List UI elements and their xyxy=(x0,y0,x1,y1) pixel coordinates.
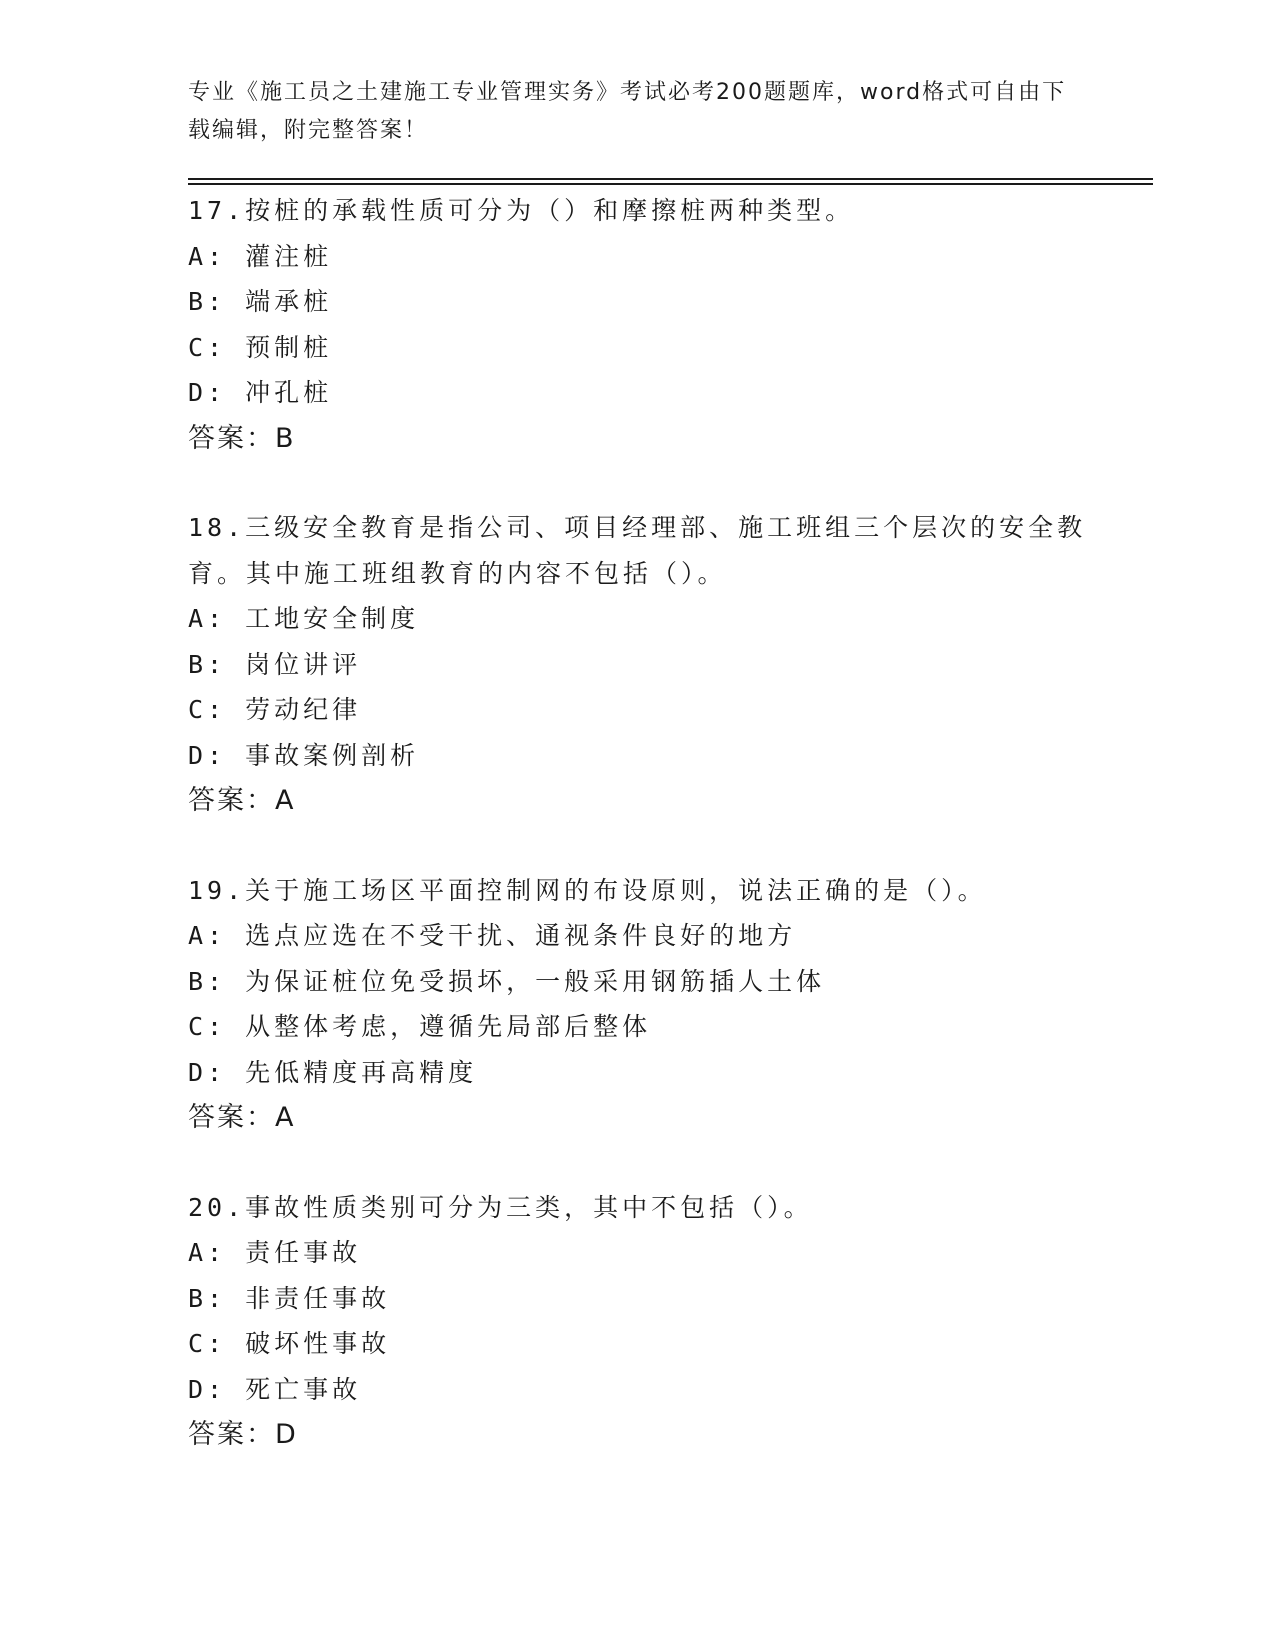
question-20 xyxy=(188,1185,1088,1458)
question-stem: 17.按桩的承载性质可分为（）和摩擦桩两种类型。 xyxy=(188,196,855,225)
answer: 答案：B xyxy=(188,422,296,454)
option-d: D: 死亡事故 xyxy=(188,1374,362,1404)
option-a: A: 选点应选在不受干扰、通视条件良好的地方 xyxy=(188,921,797,950)
question-17 xyxy=(188,188,1088,461)
header-divider-top xyxy=(188,178,1153,180)
question-stem: 20.事故性质类别可分为三类，其中不包括（）。 xyxy=(188,1192,813,1222)
option-c: C: 劳动纪律 xyxy=(188,695,362,724)
question-19 xyxy=(188,868,1088,1141)
answer: 答案：A xyxy=(188,785,296,816)
answer: 答案：A xyxy=(188,1102,296,1133)
option-d: D: 事故案例剖析 xyxy=(188,740,420,770)
option-c: C: 从整体考虑，遵循先局部后整体 xyxy=(188,1012,652,1041)
option-b: B: 为保证桩位免受损坏，一般采用钢筋插人土体 xyxy=(188,966,826,996)
option-c: C: 预制桩 xyxy=(188,332,333,362)
option-d: D: 冲孔桩 xyxy=(188,378,333,407)
header-divider-bottom xyxy=(188,183,1153,185)
option-b: B: 非责任事故 xyxy=(188,1283,391,1313)
question-list xyxy=(188,188,1088,1502)
option-b: B: 岗位讲评 xyxy=(188,649,362,679)
option-a: A: 责任事故 xyxy=(188,1238,362,1267)
option-a: A: 工地安全制度 xyxy=(188,604,420,633)
question-stem: 18.三级安全教育是指公司、项目经理部、施工班组三个层次的安全教育。其中施工班组教育的内容不包括（）。 xyxy=(188,513,1087,588)
option-b: B: 端承桩 xyxy=(188,287,333,316)
question-stem: 19.关于施工场区平面控制网的布设原则，说法正确的是（）。 xyxy=(188,875,987,905)
option-d: D: 先低精度再高精度 xyxy=(188,1057,478,1087)
question-18 xyxy=(188,505,1088,824)
option-c: C: 破坏性事故 xyxy=(188,1329,391,1358)
option-a: A: 灌注桩 xyxy=(188,241,333,271)
document-header: 专业《施工员之土建施工专业管理实务》考试必考200题题库，word格式可自由下载编辑，附完整答案！ xyxy=(188,80,1067,143)
answer: 答案：D xyxy=(188,1419,298,1450)
